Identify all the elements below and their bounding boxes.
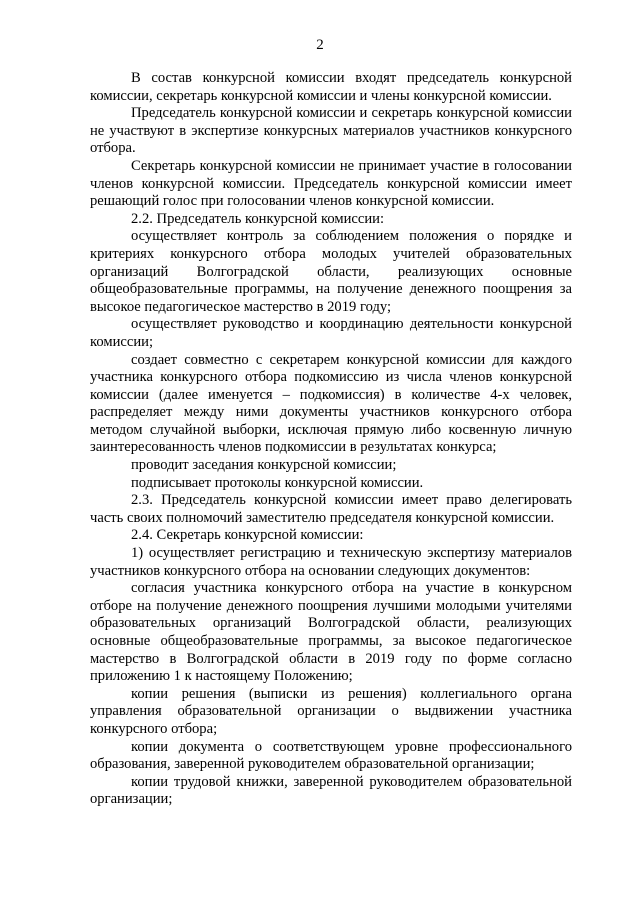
document-body xyxy=(90,70,572,809)
paragraph-doc-workbook-copy: копии трудовой книжки, заверенной руководителем образовательной организации; xyxy=(90,773,572,808)
paragraph-section-2-2-heading: 2.2. Председатель конкурсной комиссии: xyxy=(131,210,385,227)
paragraph-secretary-registration: 1) осуществляет регистрацию и техническую экспертизу материалов участников конкурсного отбора на основании следующих документов: xyxy=(90,545,572,579)
paragraph-doc-consent: согласия участника конкурсного отбора на участие в конкурсном отборе на получение денежного поощрения лучшими молодыми учителями образовательных организаций Волгоградской области, реализующих основные общеобразовательные программы, за высокое педагогическое мастерство в Волгоградской области в 2019 году по форме согласно приложению 1 к настоящему Положению; xyxy=(90,580,572,685)
paragraph-section-2-4-heading: 2.4. Секретарь конкурсной комиссии: xyxy=(131,527,364,544)
paragraph-chair-protocols: подписывает протоколы конкурсной комиссии. xyxy=(131,474,424,491)
paragraph-commission-composition: В состав конкурсной комиссии входят председатель конкурсной комиссии, секретарь конкурсной комиссии и члены конкурсной комиссии. xyxy=(90,70,572,104)
paragraph-chair-secretary-no-expertise: Председатель конкурсной комиссии и секретарь конкурсной комиссии не участвуют в экспертизе конкурсных материалов участников конкурсного отбора. xyxy=(90,105,572,157)
paragraph-chair-management: осуществляет руководство и координацию деятельности конкурсной комиссии; xyxy=(90,316,572,350)
page-number: 2 xyxy=(316,37,324,53)
paragraph-doc-education-copy: копии документа о соответствующем уровне профессионального образования, заверенной руководителем образовательной организации; xyxy=(90,738,572,773)
paragraph-doc-decision-copy: копии решения (выписки из решения) коллегиального органа управления образовательной организации о выдвижении участника конкурсного отбора; xyxy=(90,685,572,737)
paragraph-chair-subcommission: создает совместно с секретарем конкурсной комиссии для каждого участника конкурсного отбора подкомиссию из числа членов конкурсной комиссии (далее именуется – подкомиссия) в количестве 4-х человек, распределяет между ними документы участников конкурсного отбора методом случайной выборки, исключая прямую либо косвенную личную заинтересованность членов подкомиссии в результатах конкурса; xyxy=(90,351,572,456)
paragraph-chair-control: осуществляет контроль за соблюдением положения о порядке и критериях конкурсного отбора молодых учителей образовательных организаций Волгоградской области, реализующих основные общеобразовательные программы, на получение денежного поощрения за высокое педагогическое мастерство в 2019 году; xyxy=(90,228,572,315)
paragraph-chair-meetings: проводит заседания конкурсной комиссии; xyxy=(131,457,397,474)
paragraph-section-2-3: 2.3. Председатель конкурсной комиссии имеет право делегировать часть своих полномочий заместителю председателя конкурсной комиссии. xyxy=(90,492,572,526)
paragraph-secretary-voting: Секретарь конкурсной комиссии не принимает участие в голосовании членов конкурсной комиссии. Председатель конкурсной комиссии имеет решающий голос при голосовании членов конкурсной комиссии. xyxy=(90,157,572,210)
